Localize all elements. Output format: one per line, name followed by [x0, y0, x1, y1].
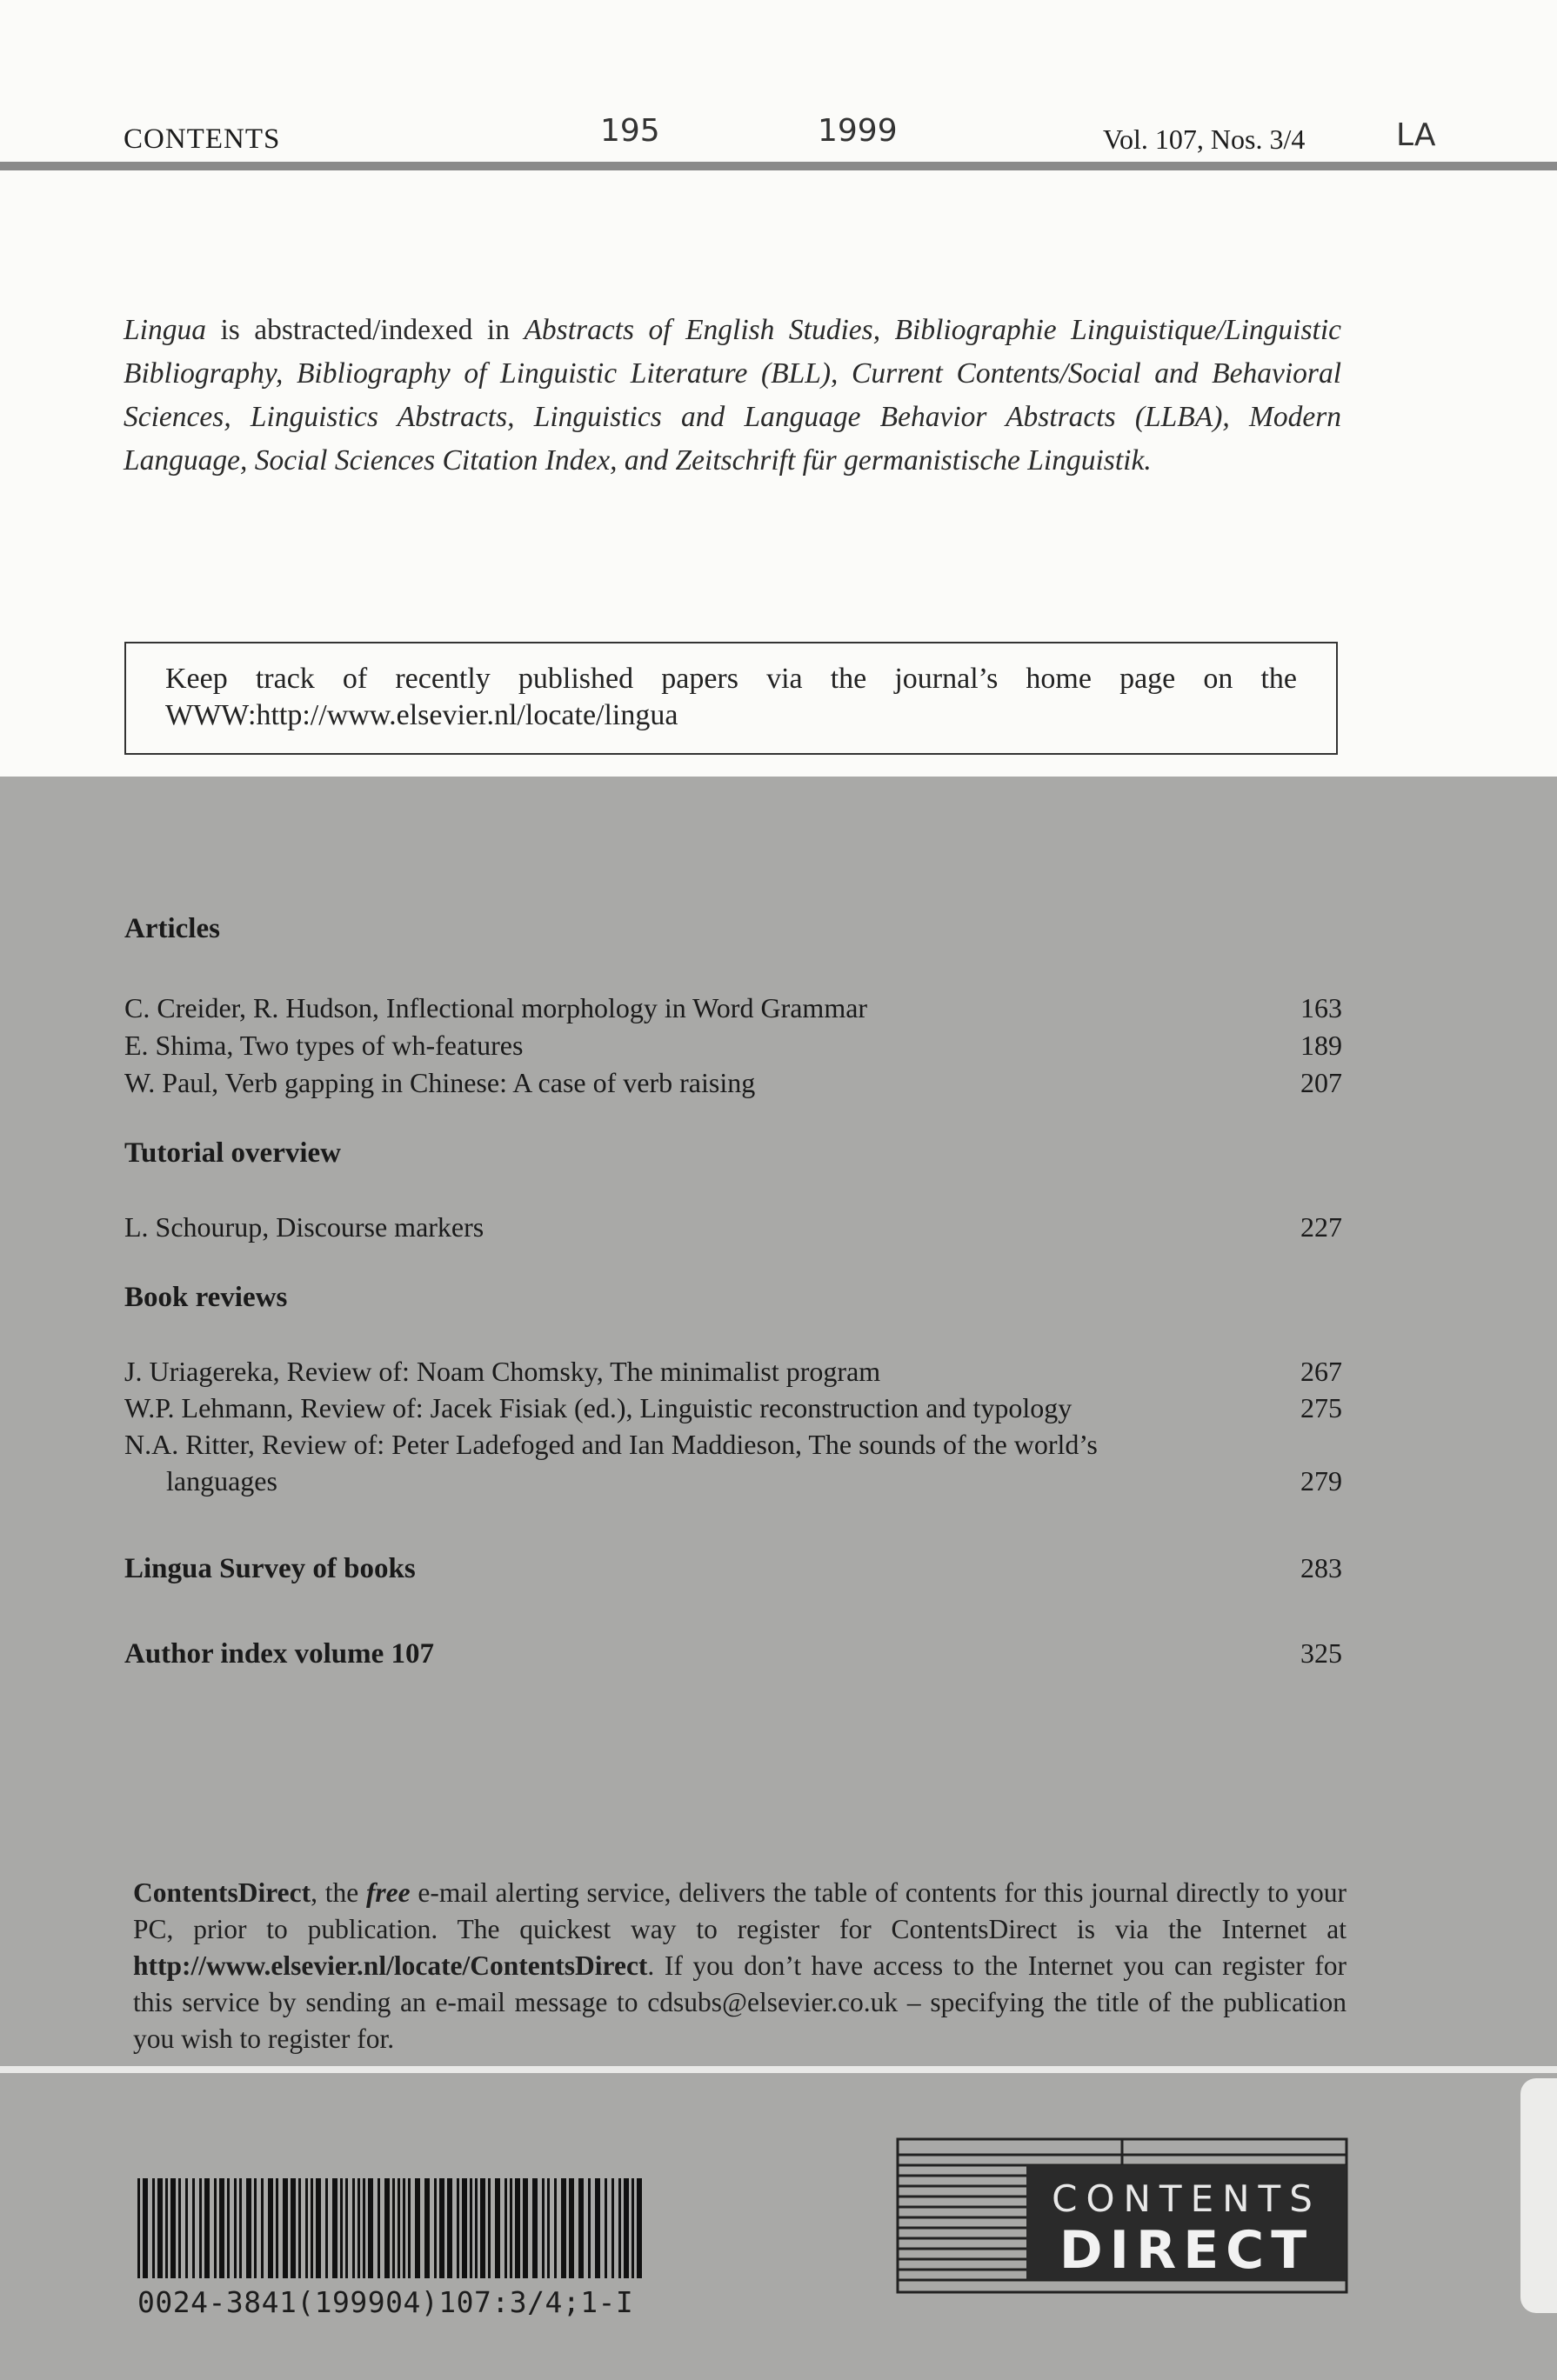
- barcode-bar: [457, 2178, 459, 2278]
- barcode-bar: [219, 2178, 224, 2278]
- barcode-bar: [234, 2178, 237, 2278]
- section-heading-tutorial: Tutorial overview: [124, 1137, 341, 1169]
- handwritten-note-1: 195: [600, 113, 660, 149]
- header-rule: [0, 162, 1557, 170]
- barcode-bar: [143, 2178, 148, 2278]
- toc-entry: [124, 990, 1342, 1026]
- barcode-bar: [283, 2178, 288, 2278]
- entry-title: L. Schourup, Discourse markers: [124, 1211, 484, 1243]
- entry-page: 267: [1300, 1356, 1342, 1387]
- barcode-bar: [447, 2178, 452, 2278]
- barcode-bar: [439, 2178, 444, 2278]
- barcode-bar: [398, 2178, 400, 2278]
- barcode-bar: [637, 2178, 642, 2278]
- entry-page: 163: [1300, 992, 1342, 1023]
- toc-entry: [124, 1390, 1342, 1426]
- barcode-bar: [165, 2178, 168, 2278]
- indexing-statement: [124, 309, 1341, 483]
- entry-page: 189: [1300, 1030, 1342, 1061]
- entry-page: 283: [1300, 1552, 1342, 1583]
- barcode-bar: [340, 2178, 343, 2278]
- barcode-bar: [352, 2178, 355, 2278]
- entry-title: E. Shima, Two types of wh-features: [124, 1030, 524, 1061]
- barcode-bar: [631, 2178, 634, 2278]
- barcode-bar: [415, 2178, 420, 2278]
- barcode-bar: [311, 2178, 313, 2278]
- barcode-bar: [505, 2178, 507, 2278]
- entry-page: 227: [1300, 1211, 1342, 1243]
- barcode-bar: [523, 2178, 528, 2278]
- free-emphasis: free: [365, 1877, 411, 1908]
- barcode-bar: [276, 2178, 278, 2278]
- contents-direct-logo: [896, 2137, 1348, 2294]
- section-heading-survey: Lingua Survey of books: [124, 1553, 416, 1584]
- barcode-bar: [378, 2178, 380, 2278]
- handwritten-note-2: 1999: [818, 113, 898, 149]
- barcode-bar: [392, 2178, 395, 2278]
- section-heading-book-reviews: Book reviews: [124, 1282, 288, 1313]
- barcode-bar: [578, 2178, 584, 2278]
- barcode-bar: [170, 2178, 176, 2278]
- logo-line-1: CONTENTS: [1052, 2177, 1321, 2220]
- cd-text-part: . If you don’t have access to the Internet you can register for this service by sending an e-mail message to cdsubs@elsevier.co.uk – specifying the title of the publication you wish to register for.: [133, 1950, 1347, 2054]
- barcode-number: 0024-3841(199904)107:3/4;1-I: [137, 2285, 634, 2319]
- barcode-bar: [475, 2178, 478, 2278]
- barcode-bar: [424, 2178, 430, 2278]
- barcode-bar: [624, 2178, 629, 2278]
- barcode-bar: [358, 2178, 360, 2278]
- barcode-bar: [332, 2178, 337, 2278]
- handwritten-note-3: LA: [1396, 117, 1436, 153]
- cd-text-part: e-mail alerting service, delivers the table of contents for this journal directly to your PC, prior to publication. The quickest way to register for ContentsDirect is via the Internet at: [133, 1877, 1347, 1944]
- toc-entry: [124, 1426, 1342, 1499]
- barcode-bar: [152, 2178, 155, 2278]
- barcode-bar: [403, 2178, 405, 2278]
- barcode-bar: [214, 2178, 217, 2278]
- indexing-list: Abstracts of English Studies, Bibliographie Linguistique/Linguistic Bibliography, Bibliography of Linguistic Literature (BLL), Current Contents/Social and Behavioral Sciences, Linguistics Abstracts, Linguistics and Language Behavior Abstracts (LLBA), Modern Language, Social Sciences Citation Index, and Zeitschrift für germanistische Linguistik.: [124, 314, 1341, 477]
- section-heading-author-index: Author index volume 107: [124, 1638, 435, 1670]
- barcode-bar: [268, 2178, 273, 2278]
- barcode-bar: [588, 2178, 591, 2278]
- barcode-bar: [611, 2178, 614, 2278]
- entry-title: J. Uriagereka, Review of: Noam Chomsky, The minimalist program: [124, 1356, 881, 1387]
- entry-page: 279: [1300, 1465, 1342, 1497]
- homepage-notice: Keep track of recently published papers via the journal’s home page on the WWW:http://www.elsevier.nl/locate/lingua: [124, 642, 1338, 755]
- indexing-lead: is abstracted/indexed in: [205, 314, 525, 346]
- barcode-bar: [157, 2178, 163, 2278]
- barcode-bar: [254, 2178, 257, 2278]
- barcode-bar: [185, 2178, 188, 2278]
- toc-entry: [124, 1064, 1342, 1101]
- barcode-bar: [547, 2178, 550, 2278]
- barcode-bar: [554, 2178, 557, 2278]
- barcode-bar: [510, 2178, 512, 2278]
- barcode-bar: [488, 2178, 491, 2278]
- barcode-bar: [605, 2178, 607, 2278]
- barcode-bar: [199, 2178, 202, 2278]
- barcode-bar: [532, 2178, 538, 2278]
- barcode-bars: [137, 2178, 642, 2278]
- entry-page: 325: [1300, 1637, 1342, 1669]
- journal-name: Lingua: [124, 314, 206, 346]
- barcode-bar: [363, 2178, 365, 2278]
- barcode-bar: [462, 2178, 467, 2278]
- cd-text-part: , the: [311, 1877, 366, 1908]
- barcode-bar: [192, 2178, 195, 2278]
- panel-divider: [0, 2066, 1557, 2073]
- barcode-bar: [261, 2178, 264, 2278]
- barcode-bar: [384, 2178, 390, 2278]
- barcode-bar: [298, 2178, 301, 2278]
- page-header: [0, 0, 1557, 174]
- barcode-bar: [316, 2178, 321, 2278]
- contents-direct-brand: ContentsDirect: [133, 1877, 311, 1908]
- logo-line-2: DIRECT: [1059, 2220, 1314, 2281]
- entry-page: 275: [1300, 1392, 1342, 1423]
- toc-entry: [124, 1353, 1342, 1390]
- barcode-bar: [178, 2178, 181, 2278]
- barcode-bar: [239, 2178, 242, 2278]
- entry-title: W.P. Lehmann, Review of: Jacek Fisiak (ed.), Linguistic reconstruction and typology: [124, 1392, 1073, 1423]
- barcode-bar: [408, 2178, 411, 2278]
- barcode-bar: [434, 2178, 437, 2278]
- barcode-bar: [561, 2178, 566, 2278]
- barcode-bar: [595, 2178, 600, 2278]
- section-heading-articles: Articles: [124, 913, 220, 944]
- barcode-bar: [291, 2178, 296, 2278]
- contents-heading: CONTENTS: [124, 123, 281, 155]
- volume-info: Vol. 107, Nos. 3/4: [1103, 123, 1306, 155]
- page-tab: [1520, 2078, 1557, 2313]
- barcode-bar: [470, 2178, 472, 2278]
- barcode-bar: [345, 2178, 348, 2278]
- toc-entry-survey: [124, 1550, 1342, 1587]
- entry-title: W. Paul, Verb gapping in Chinese: A case of verb raising: [124, 1067, 756, 1098]
- toc-entry: [124, 1209, 1342, 1245]
- barcode-bar: [246, 2178, 251, 2278]
- entry-title: N.A. Ritter, Review of: Peter Ladefoged and Ian Maddieson, The sounds of the world’s: [124, 1429, 1098, 1460]
- barcode: [137, 2178, 642, 2319]
- barcode-bar: [368, 2178, 373, 2278]
- barcode-bar: [305, 2178, 308, 2278]
- barcode-bar: [227, 2178, 230, 2278]
- barcode-bar: [137, 2178, 140, 2278]
- barcode-bar: [618, 2178, 621, 2278]
- barcode-bar: [569, 2178, 574, 2278]
- toc-entry-author-index: [124, 1635, 1342, 1672]
- barcode-bar: [542, 2178, 545, 2278]
- toc-entry: [124, 1027, 1342, 1063]
- barcode-bar: [515, 2178, 520, 2278]
- entry-page: 207: [1300, 1067, 1342, 1098]
- contents-direct-url: http://www.elsevier.nl/locate/ContentsDirect: [133, 1950, 648, 1981]
- barcode-bar: [495, 2178, 500, 2278]
- entry-title: C. Creider, R. Hudson, Inflectional morphology in Word Grammar: [124, 992, 868, 1023]
- barcode-bar: [204, 2178, 210, 2278]
- barcode-bar: [325, 2178, 328, 2278]
- entry-title-continuation: languages: [166, 1465, 277, 1497]
- barcode-bar: [480, 2178, 485, 2278]
- contents-direct-text: [133, 1875, 1347, 2057]
